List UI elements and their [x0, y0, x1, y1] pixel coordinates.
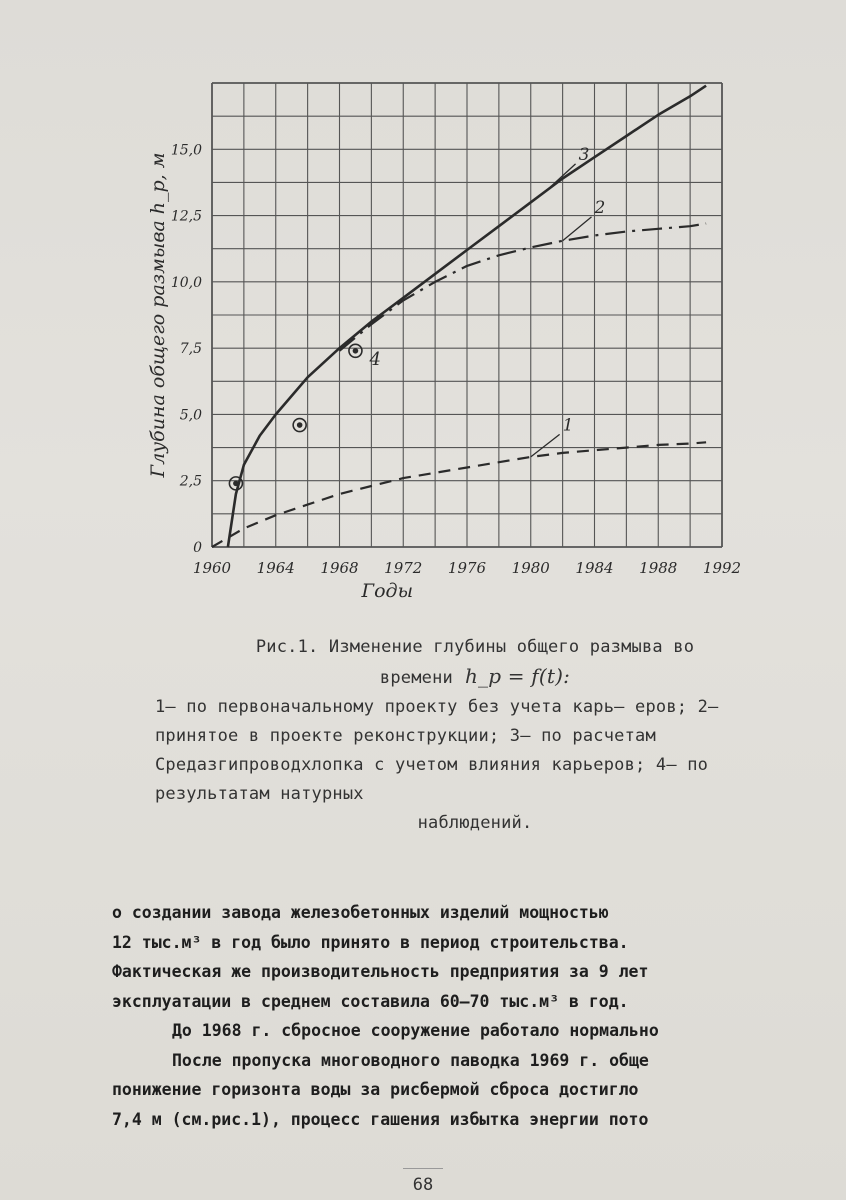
body-text — [112, 898, 846, 1134]
body-line: Фактическая же производительность предприятия за 9 лет — [112, 962, 649, 981]
x-tick-label: 1984 — [575, 559, 614, 577]
series-label: 3 — [578, 144, 590, 165]
caption-formula: h_p = f(t): — [464, 664, 571, 688]
series-label: 4 — [369, 348, 381, 370]
body-line: о создании завода железобетонных изделий мощностью — [112, 903, 609, 922]
series-label: 1 — [562, 415, 574, 436]
series-line — [212, 442, 706, 547]
y-tick-label: 2,5 — [179, 473, 202, 490]
page-number: 68 — [0, 1168, 846, 1195]
x-tick-label: 1980 — [511, 559, 550, 577]
caption-line — [155, 662, 795, 693]
caption-line: 3– по расчетам Средазгипроводхлопка с учетом — [155, 726, 656, 775]
x-tick-label: 1972 — [384, 559, 423, 577]
y-tick-label: 5,0 — [179, 407, 202, 424]
body-line: эксплуатации в среднем составила 60–70 тыс.м³ в год. — [112, 991, 629, 1011]
data-point-dot — [353, 348, 359, 354]
y-tick-label: 12,5 — [170, 208, 202, 225]
body-line: До 1968 г. сбросное сооружение работало нормально — [172, 1021, 659, 1040]
data-point-dot — [297, 422, 303, 428]
caption-line: Рис.1. Изменение глубины общего размыва во — [255, 637, 695, 657]
series-label: 2 — [594, 197, 606, 218]
caption-line: еров; 2– принятое в проекте реконструкции; — [155, 697, 719, 746]
y-tick-label: 10,0 — [170, 274, 202, 291]
data-point-dot — [233, 481, 239, 487]
caption-line: наблюдений. — [417, 813, 533, 833]
caption-line: 1– по первоначальному проекту без учета карь– — [155, 697, 625, 717]
y-tick-label: 7,5 — [179, 341, 202, 358]
series-line — [340, 224, 707, 351]
x-tick-label: 1992 — [702, 559, 742, 577]
body-line: понижение горизонта воды за рисбермой сброса достигло — [112, 1080, 639, 1099]
series-label-leader — [547, 164, 576, 190]
figure-caption — [155, 633, 795, 838]
body-line: 7,4 м (см.рис.1), процесс гашения избытка энергии пото — [112, 1109, 649, 1129]
x-tick-label: 1960 — [192, 559, 232, 577]
caption-line: влияния карьеров; 4– по результатам натурных — [155, 755, 709, 804]
x-tick-label: 1976 — [447, 559, 487, 577]
body-line: После пропуска многоводного паводка 1969 г. обще — [172, 1050, 649, 1070]
y-axis-label: Глубина общего размыва h_p, м — [147, 152, 169, 478]
depth-chart — [120, 55, 780, 615]
y-tick-label: 15,0 — [170, 142, 202, 159]
body-line: 12 тыс.м³ в год было принято в период строительства. — [112, 932, 629, 952]
x-axis-label: Годы — [361, 580, 414, 602]
x-tick-label: 1964 — [256, 559, 295, 577]
caption-word: времени — [379, 668, 453, 688]
series-label-leader — [531, 434, 560, 457]
x-tick-label: 1988 — [639, 559, 678, 577]
y-tick-label: 0 — [193, 540, 202, 556]
x-tick-label: 1968 — [320, 559, 359, 577]
chart-svg — [120, 55, 780, 615]
